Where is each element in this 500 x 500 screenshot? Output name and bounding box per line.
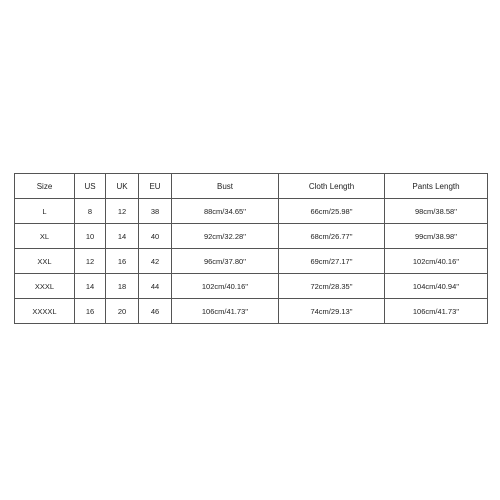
cell-uk: 14 [106, 224, 139, 249]
cell-pants-length: 102cm/40.16'' [385, 249, 488, 274]
cell-size: L [15, 199, 75, 224]
cell-us: 14 [75, 274, 106, 299]
size-chart-table [14, 173, 488, 324]
cell-cloth-length: 69cm/27.17'' [279, 249, 385, 274]
table-row [15, 224, 488, 249]
cell-us: 8 [75, 199, 106, 224]
table-header [15, 174, 488, 199]
cell-uk: 20 [106, 299, 139, 324]
cell-us: 12 [75, 249, 106, 274]
cell-cloth-length: 74cm/29.13'' [279, 299, 385, 324]
cell-pants-length: 106cm/41.73'' [385, 299, 488, 324]
cell-size: XXL [15, 249, 75, 274]
table-row [15, 199, 488, 224]
table-body [15, 199, 488, 324]
header-size: Size [15, 174, 75, 199]
cell-bust: 88cm/34.65'' [172, 199, 279, 224]
cell-eu: 46 [139, 299, 172, 324]
table-row [15, 274, 488, 299]
cell-pants-length: 98cm/38.58'' [385, 199, 488, 224]
header-cloth-length: Cloth Length [279, 174, 385, 199]
header-eu: EU [139, 174, 172, 199]
cell-eu: 38 [139, 199, 172, 224]
cell-uk: 12 [106, 199, 139, 224]
table-row [15, 249, 488, 274]
cell-pants-length: 99cm/38.98'' [385, 224, 488, 249]
header-pants-length: Pants Length [385, 174, 488, 199]
cell-eu: 44 [139, 274, 172, 299]
cell-eu: 42 [139, 249, 172, 274]
cell-us: 16 [75, 299, 106, 324]
cell-size: XL [15, 224, 75, 249]
cell-cloth-length: 72cm/28.35'' [279, 274, 385, 299]
header-uk: UK [106, 174, 139, 199]
cell-uk: 16 [106, 249, 139, 274]
cell-cloth-length: 68cm/26.77'' [279, 224, 385, 249]
cell-uk: 18 [106, 274, 139, 299]
cell-bust: 92cm/32.28'' [172, 224, 279, 249]
cell-size: XXXXL [15, 299, 75, 324]
cell-bust: 96cm/37.80'' [172, 249, 279, 274]
cell-size: XXXL [15, 274, 75, 299]
cell-bust: 106cm/41.73'' [172, 299, 279, 324]
cell-bust: 102cm/40.16'' [172, 274, 279, 299]
cell-eu: 40 [139, 224, 172, 249]
table-row [15, 299, 488, 324]
cell-cloth-length: 66cm/25.98'' [279, 199, 385, 224]
cell-us: 10 [75, 224, 106, 249]
cell-pants-length: 104cm/40.94'' [385, 274, 488, 299]
header-bust: Bust [172, 174, 279, 199]
header-us: US [75, 174, 106, 199]
header-row [15, 174, 488, 199]
